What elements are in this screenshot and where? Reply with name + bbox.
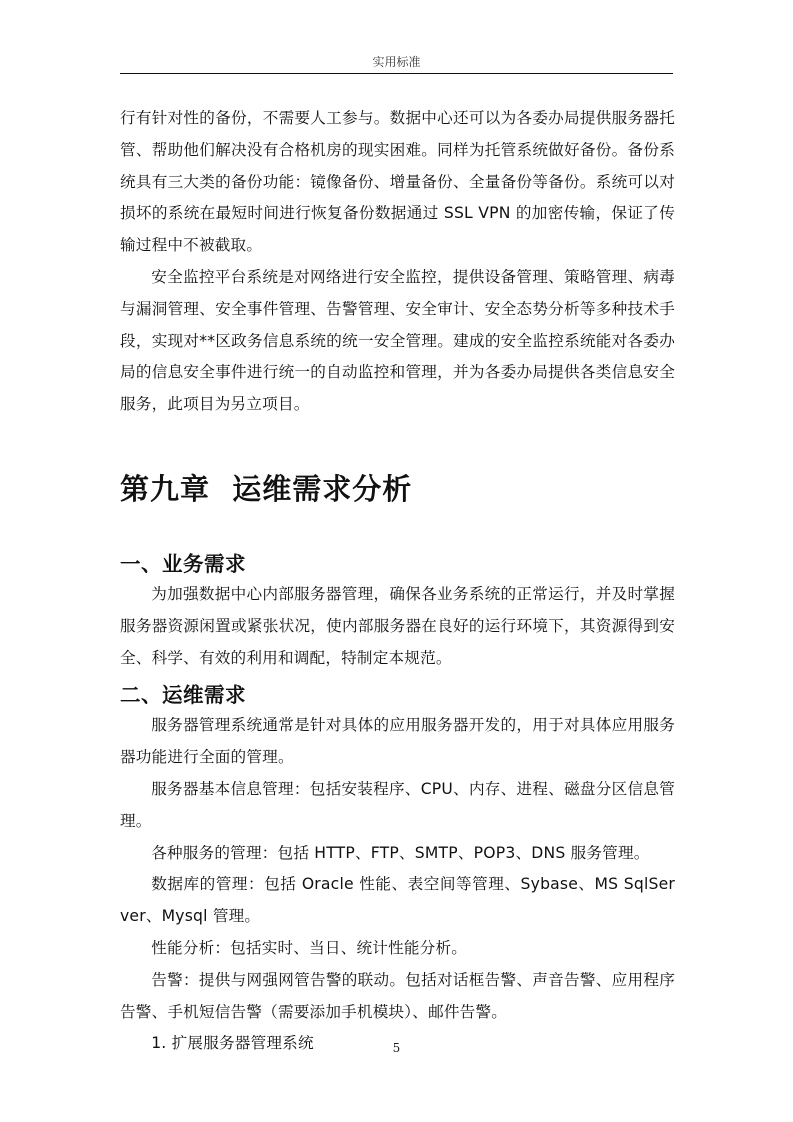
section-title-ops-requirements: 二、运维需求 bbox=[120, 683, 246, 708]
chapter-title: 第九章 运维需求分析 bbox=[120, 471, 413, 506]
paragraph-alerting: 告警：提供与网强网管告警的联动。包括对话框告警、声音告警、应用程序告警、手机短信告警（需要添加手机模块）、邮件告警。 bbox=[120, 970, 675, 1021]
header-divider bbox=[120, 73, 673, 74]
list-item-extend-server-management: 1. 扩展服务器管理系统 bbox=[151, 1034, 314, 1053]
paragraph-database-management: 数据库的管理：包括 Oracle 性能、表空间等管理、Sybase、MS SqlServer、Mysql 管理。 bbox=[120, 875, 675, 926]
paragraph-business-requirements: 为加强数据中心内部服务器管理，确保各业务系统的正常运行，并及时掌握服务器资源闲置或紧张状况，使内部服务器在良好的运行环境下，其资源得到安全、科学、有效的利用和调配，特制定本规范。 bbox=[120, 584, 675, 667]
paragraph-basic-info-management: 服务器基本信息管理：包括安装程序、CPU、内存、进程、磁盘分区信息管理。 bbox=[120, 779, 675, 830]
paragraph-service-management: 各种服务的管理：包括 HTTP、FTP、SMTP、POP3、DNS 服务管理。 bbox=[151, 843, 650, 862]
paragraph-security-monitoring: 安全监控平台系统是对网络进行安全监控，提供设备管理、策略管理、病毒与漏洞管理、安全事件管理、告警管理、安全审计、安全态势分析等多种技术手段，实现对**区政务信息系统的统一安全管理。建成的安全监控系统能对各委办局的信息安全事件进行统一的自动监控和管理，并为各委办局提供各类信息安全服务，此项目为另立项目。 bbox=[120, 267, 675, 414]
paragraph-backup-continuation: 行有针对性的备份，不需要人工参与。数据中心还可以为各委办局提供服务器托管、帮助他们解决没有合格机房的现实困难。同样为托管系统做好备份。备份系统具有三大类的备份功能：镜像备份、增量备份、全量备份等备份。系统可以对损坏的系统在最短时间进行恢复备份数据通过 SSL VPN 的加密传输，保证了传输过程中不被截取。 bbox=[120, 109, 675, 255]
running-header: 实用标准 bbox=[372, 55, 421, 69]
paragraph-server-management-intro: 服务器管理系统通常是针对具体的应用服务器开发的，用于对具体应用服务器功能进行全面的管理。 bbox=[120, 716, 675, 767]
paragraph-performance-analysis: 性能分析：包括实时、当日、统计性能分析。 bbox=[151, 938, 468, 957]
page-body bbox=[120, 103, 675, 1060]
page-number: 5 bbox=[392, 1041, 401, 1055]
section-title-business-requirements: 一、业务需求 bbox=[120, 551, 246, 576]
